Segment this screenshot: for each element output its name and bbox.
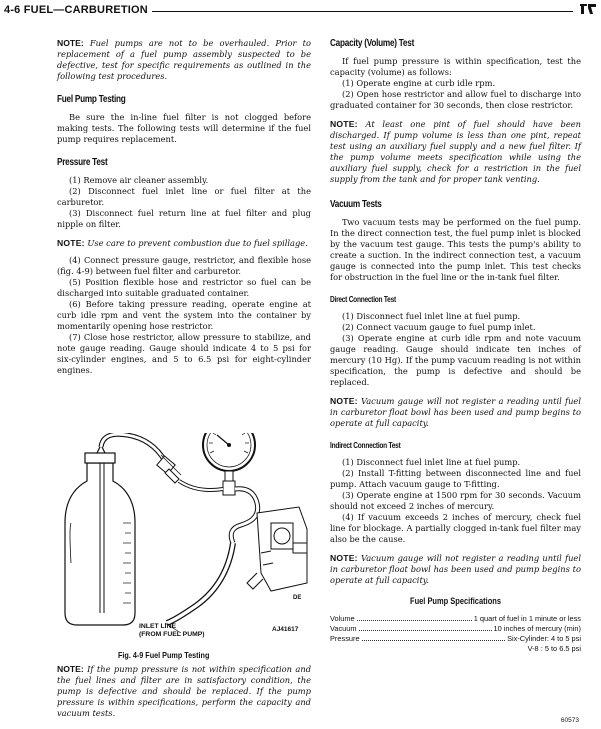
- step-3: (3) Disconnect fuel return line at fuel filter and plug nipple on filter.: [57, 208, 311, 229]
- inlet-line-text: INLET LINE: [139, 623, 177, 630]
- jeep-logo-icon: [579, 3, 597, 15]
- note-one-pint: [330, 119, 581, 185]
- spec-extra-value: V-8 : 5 to 6.5 psi: [527, 644, 581, 653]
- note-text: Vacuum gauge will not register a reading until fuel in carburetor float bowl has been used and pump begins to operate at full capacity.: [330, 396, 581, 428]
- from-pump-text: (FROM FUEL PUMP): [139, 631, 205, 638]
- fuel-pump-test-illustration: [57, 433, 311, 633]
- note-text: If the pump pressure is not within specification and the fuel lines and filter are in satisfactory condition, the pump is defective and should be replaced. If the pump pressure is within specifications, perform the capacity and vacuum tests.: [57, 664, 312, 718]
- note-text: At least one pint of fuel should have been discharged. If pump volume is less than one pint, repeat test using an auxiliary fuel supply and a new fuel filter. If the pump volume meets specification while using the auxiliary fuel supply, check for a restriction in the fuel supply from the tank and for proper tank venting.: [330, 119, 581, 184]
- page-code: 60573: [560, 717, 579, 724]
- capacity-step-1: (1) Operate engine at curb idle rpm.: [342, 78, 496, 88]
- note-text: Use care to prevent combustion due to fuel spillage.: [87, 238, 308, 248]
- step-5: (5) Position flexible hose and restrictor so fuel can be discharged into suitable graduated container.: [57, 277, 311, 298]
- indirect-step-3: (3) Operate engine at 1500 rpm for 30 seconds. Vacuum should not exceed 2 inches of mercury.: [330, 490, 581, 511]
- t-fitting-icon: [179, 481, 258, 543]
- hose-restrictor-icon: [157, 455, 181, 483]
- section-heading-fuel-pump-testing: Fuel Pump Testing: [57, 94, 126, 105]
- jeep-logo: [576, 3, 597, 18]
- indirect-step-2: (2) Install T-fitting between disconnected line and fuel pump. Attach vacuum gauge to T-fitting.: [330, 468, 581, 489]
- spec-label: Vacuum: [330, 624, 357, 633]
- section-heading-direct-connection: Direct Connection Test: [330, 295, 396, 304]
- spec-leader: [359, 630, 492, 631]
- note-vacuum-direct: [330, 396, 581, 429]
- note-spillage: [57, 238, 311, 249]
- spec-row: [330, 624, 581, 634]
- inlet-line-label: [139, 623, 205, 639]
- paragraph-testing: Be sure the in-line fuel filter is not clogged before making tests. The following tests will determine if the fuel pump requires replacement.: [57, 112, 311, 144]
- paragraph-vacuum: Two vacuum tests may be performed on the fuel pump. In the direct connection test, the fuel pump inlet is blocked by the vacuum test gauge. This tests the pump's ability to create a suction. In the indirect connection test, a vacuum gauge is connected into the pump inlet. This test checks for obstruction in the fuel line or the in-tank fuel filter.: [330, 217, 581, 282]
- spec-value: Six-Cylinder: 4 to 5 psi: [507, 634, 581, 643]
- carburetor-icon: [247, 507, 307, 601]
- right-column: [330, 38, 581, 654]
- figure-note-paragraph: [57, 664, 311, 719]
- note-text: Vacuum gauge will not register a reading until fuel in carburetor float bowl has been used and pump begins to operate at full capacity.: [330, 553, 581, 585]
- spec-row: [330, 614, 581, 624]
- spec-label: Volume: [330, 614, 355, 623]
- direct-step-2: (2) Connect vacuum gauge to fuel pump inlet.: [342, 322, 536, 332]
- spec-title: Fuel Pump Specifications: [409, 596, 502, 606]
- note-overhaul: [57, 38, 311, 82]
- figure-note: [57, 664, 311, 719]
- step-6: (6) Before taking pressure reading, operate engine at curb idle rpm and vent the system into the container by momentarily opening hose restrictor.: [57, 299, 311, 331]
- figure-fuel-pump-testing: [57, 433, 311, 633]
- graduated-container-icon: [65, 445, 135, 625]
- left-column: [57, 38, 311, 376]
- section-heading-capacity-test: Capacity (Volume) Test: [330, 38, 415, 49]
- spec-row: [330, 634, 581, 644]
- pressure-gauge-icon: [203, 433, 255, 481]
- note-vacuum-indirect: [330, 553, 581, 586]
- spec-value: 1 quart of fuel in 1 minute or less: [473, 614, 581, 623]
- section-heading-pressure-test: Pressure Test: [57, 157, 108, 168]
- indirect-step-1: (1) Disconnect fuel inlet line at fuel pump.: [342, 457, 521, 467]
- step-7: (7) Close hose restrictor, allow pressure to stabilize, and note gauge reading. Gauge should indicate 4 to 5 psi for six-cylinder engines, and 5 to 6.5 psi for eight-cylinder engines.: [57, 332, 311, 375]
- direct-step-3: (3) Operate engine at curb idle rpm and note vacuum gauge reading. Gauge should indicate ten inches of mercury (10 Hg). If the pump vacuum reading is not within specification, the pump is defective and should be replaced.: [330, 333, 581, 387]
- figure-code: AJ41617: [272, 626, 299, 633]
- page-header: [4, 4, 597, 20]
- inlet-line: [167, 543, 233, 623]
- capacity-step-2: (2) Open hose restrictor and allow fuel to discharge into graduated container for 30 seconds, then close restrictor.: [330, 89, 581, 110]
- header-title: 4-6 FUEL—CARBURETION: [4, 4, 152, 16]
- note-text: Fuel pumps are not to be overhauled. Prior to replacement of a fuel pump assembly suspected to be defective, test for specific requirements as outlined in the following test procedures.: [57, 38, 311, 81]
- step-2: (2) Disconnect fuel inlet line or fuel filter at the carburetor.: [57, 186, 311, 207]
- direct-step-1: (1) Disconnect fuel inlet line at fuel pump.: [342, 311, 521, 321]
- indirect-step-4: (4) If vacuum exceeds 2 inches of mercury, check fuel line for blockage. A partially clogged in-tank fuel filter may also be the cause.: [330, 512, 581, 544]
- spec-leader: [357, 620, 472, 621]
- svg-text:DE: DE: [293, 595, 302, 601]
- section-heading-indirect-connection: Indirect Connection Test: [330, 441, 401, 450]
- spec-value: 10 inches of mercury (min): [493, 624, 581, 633]
- note-label: NOTE:: [330, 119, 358, 129]
- step-4: (4) Connect pressure gauge, restrictor, and flexible hose (fig. 4-9) between fuel filter and carburetor.: [57, 255, 311, 276]
- spec-table: [330, 596, 581, 654]
- figure-caption: Fig. 4-9 Fuel Pump Testing: [118, 650, 210, 660]
- note-label: NOTE:: [330, 553, 358, 563]
- paragraph-capacity: If fuel pump pressure is within specification, test the capacity (volume) as follows:: [330, 56, 581, 77]
- note-label: NOTE:: [330, 396, 358, 406]
- note-label: NOTE:: [57, 664, 84, 674]
- spec-leader: [362, 640, 505, 641]
- spec-label: Pressure: [330, 634, 360, 643]
- step-1: (1) Remove air cleaner assembly.: [69, 175, 209, 185]
- note-label: NOTE:: [57, 238, 85, 248]
- section-heading-vacuum-tests: Vacuum Tests: [330, 199, 382, 210]
- note-label: NOTE:: [57, 38, 84, 48]
